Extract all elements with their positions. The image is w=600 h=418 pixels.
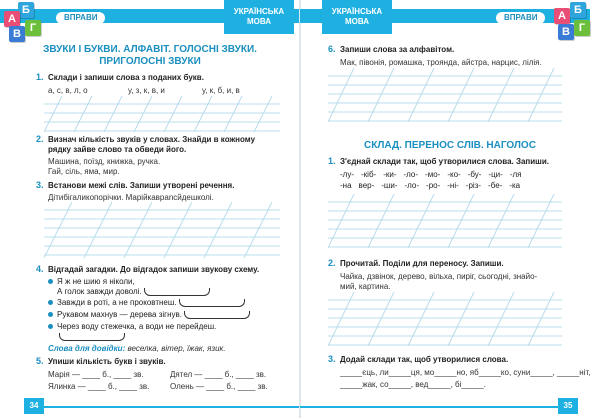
- subject-line-2: МОВА: [246, 17, 272, 26]
- syllable[interactable]: -лу-: [340, 170, 354, 179]
- syllable[interactable]: -ки-: [383, 170, 397, 179]
- unit-label: зв.: [139, 382, 150, 391]
- writing-lines[interactable]: [44, 96, 280, 132]
- writing-lines[interactable]: [328, 194, 562, 248]
- subject-tab: [322, 0, 392, 34]
- exercise-number: 1.: [36, 72, 44, 82]
- merged-text: Дітибігаликопорічки. Марійкаврancйдешколі.: [48, 193, 214, 202]
- exercise-number: 1.: [328, 156, 336, 166]
- section-pill: ВПРАВИ: [56, 12, 105, 24]
- syllable[interactable]: -на: [340, 181, 352, 190]
- subject-line-2: МОВА: [344, 17, 370, 26]
- section-pill: ВПРАВИ: [496, 12, 545, 24]
- riddle-item: [48, 298, 245, 308]
- page-number: 34: [24, 398, 44, 414]
- exercise-number: 6.: [328, 44, 336, 54]
- riddle-item: [48, 322, 216, 332]
- bullet-icon: [48, 300, 53, 305]
- hint-label: Слова для довідки:: [48, 344, 126, 353]
- subject-tab: [224, 0, 294, 34]
- riddle-item: [48, 277, 135, 287]
- footer-rule: [300, 406, 558, 408]
- hint-line: [48, 344, 226, 354]
- unit-label: б.,: [107, 382, 117, 391]
- exercise-instruction: Відгадай загадки. До відгадок запиши звукову схему.: [48, 265, 260, 274]
- syllable[interactable]: -ши-: [381, 181, 398, 190]
- exercise-instruction: Склади і запиши слова з поданих букв.: [48, 73, 204, 82]
- unit-label: зв.: [257, 382, 268, 391]
- exercise-instruction: З'єднай склади так, щоб утворилися слова. Запиши.: [340, 157, 549, 166]
- fill-row[interactable]: _____жак, со_____, вед_____, бі_____.: [340, 380, 486, 389]
- answer-bracket[interactable]: [184, 311, 250, 319]
- riddle-text: Завжди в роті, а не проковтнеш.: [57, 298, 177, 307]
- riddle-item: [57, 287, 210, 297]
- answer-bracket[interactable]: [179, 299, 245, 307]
- syllable[interactable]: -ло-: [404, 181, 420, 190]
- letter-block: В: [558, 24, 574, 40]
- syllable[interactable]: вер-: [358, 181, 375, 190]
- letter-group: а, с, в, л, о: [48, 86, 88, 95]
- heading-line-1: ЗВУКИ І БУКВИ. АЛФАВІТ. ГОЛОСНІ ЗВУКИ.: [43, 44, 257, 55]
- riddle-text: Я ж не шию я ніколи,: [57, 277, 135, 286]
- exercise-number: 2.: [328, 258, 336, 268]
- word-row: Гай, сіль, яма, мир.: [48, 167, 120, 176]
- riddle-text: Рукавом махнув — дерева зігнув.: [57, 310, 182, 319]
- unit-label: зв.: [255, 370, 267, 379]
- subject-line-1: УКРАЇНСЬКА: [233, 7, 285, 16]
- riddle-text: Через воду стежечка, а води не перейдеш.: [57, 322, 217, 331]
- bullet-icon: [48, 279, 53, 284]
- syllable[interactable]: -мо-: [425, 170, 441, 179]
- syllable[interactable]: -ло-: [403, 170, 419, 179]
- bullet-icon: [48, 312, 53, 317]
- syllable[interactable]: -різ-: [465, 181, 482, 190]
- exercise-instruction: Запиши слова за алфавітом.: [340, 45, 455, 54]
- letter-block: А: [4, 11, 20, 27]
- letter-block: Г: [574, 20, 590, 36]
- exercise-number: 4.: [36, 264, 44, 274]
- count-row: Ялинка — ____ б., ____ зв.: [48, 382, 150, 391]
- count-row: Олень — ____ б., ____ зв.: [170, 382, 268, 391]
- syllable-row: [340, 170, 528, 180]
- syllable[interactable]: -ля: [509, 170, 522, 179]
- writing-lines[interactable]: [44, 202, 280, 258]
- exercise-instruction: Прочитай. Поділи для переносу. Запиши.: [340, 259, 504, 268]
- writing-lines[interactable]: [328, 292, 562, 346]
- syllable[interactable]: -бе-: [488, 181, 503, 190]
- exercise-instruction: Упиши кількість букв і звуків.: [48, 357, 166, 366]
- letter-block: В: [9, 26, 25, 42]
- syllable[interactable]: -ци-: [488, 170, 503, 179]
- syllable[interactable]: -ні-: [447, 181, 459, 190]
- alphabet-blocks-icon: [4, 2, 44, 42]
- syllable-row: [340, 181, 527, 191]
- letter-block: Б: [570, 2, 586, 18]
- syllable[interactable]: -бу-: [467, 170, 482, 179]
- page-number: 35: [558, 398, 578, 414]
- riddle-item: [48, 310, 250, 320]
- word: Дятел —: [170, 370, 203, 379]
- exercise-instruction: Встанови межі слів. Запиши утворені речення.: [48, 181, 235, 190]
- count-row: Дятел — ____ б., ____ зв.: [170, 370, 267, 379]
- exercise-instruction: Додай склади так, щоб утворилися слова.: [340, 355, 509, 364]
- word: Ялинка —: [48, 382, 86, 391]
- letter-block: Б: [18, 2, 34, 18]
- syllable[interactable]: -ро-: [426, 181, 441, 190]
- letter-group: у, к, б, и, в: [202, 86, 240, 95]
- syllable[interactable]: -кіб-: [361, 170, 377, 179]
- right-page: [300, 0, 600, 418]
- section-heading: [0, 44, 300, 68]
- heading-line-2: ПРИГОЛОСНІ ЗВУКИ: [99, 56, 201, 67]
- letter-block: Г: [25, 20, 41, 36]
- exercise-number: 3.: [328, 354, 336, 364]
- count-row: Марія — ____ б., ____ зв.: [48, 370, 144, 379]
- exercise-number: 3.: [36, 180, 44, 190]
- bullet-icon: [48, 324, 53, 329]
- writing-lines[interactable]: [328, 68, 562, 122]
- hint-words: веселка, вітер, їжак, язик.: [127, 344, 226, 353]
- syllable[interactable]: -ко-: [447, 170, 461, 179]
- letter-block: А: [554, 8, 570, 24]
- alphabet-blocks-icon: [554, 2, 594, 42]
- answer-bracket[interactable]: [144, 288, 210, 296]
- exercise-number: 5.: [36, 356, 44, 366]
- exercise-instruction: Визнач кількість звуків у словах. Знайди в кожному: [48, 135, 256, 144]
- syllable[interactable]: -ка: [509, 181, 521, 190]
- exercise-instruction: рядку зайве слово та обведи його.: [48, 145, 187, 154]
- unit-label: б.,: [224, 370, 234, 379]
- unit-label: б.,: [226, 382, 236, 391]
- word-row: мий, картина.: [340, 282, 391, 291]
- unit-label: зв.: [133, 370, 144, 379]
- word: Олень —: [170, 382, 205, 391]
- letter-group: у, з, к, в, и: [128, 86, 165, 95]
- footer-rule: [44, 406, 300, 408]
- word-row: Чайка, дзвінок, дерево, вільха, пиріг, сьогодні, знайо-: [340, 272, 538, 281]
- word-list: Мак, півонія, ромашка, троянда, айстра, нарцис, лілія.: [340, 58, 542, 67]
- word-row: Машина, поїзд, книжка, ручка.: [48, 157, 161, 166]
- riddle-text: А голок завжди доволі.: [57, 287, 142, 296]
- riddle-item: [57, 332, 125, 342]
- answer-bracket[interactable]: [59, 333, 125, 341]
- fill-row[interactable]: _____єць, ли_____ця, мо_____но, яб_____ко, суни_____, _____ніт,: [340, 368, 591, 377]
- unit-label: б.,: [102, 370, 112, 379]
- section-heading: СКЛАД. ПЕРЕНОС СЛІВ. НАГОЛОС: [364, 140, 536, 151]
- exercise-number: 2.: [36, 134, 44, 144]
- word: Марія —: [48, 370, 80, 379]
- subject-line-1: УКРАЇНСЬКА: [331, 7, 383, 16]
